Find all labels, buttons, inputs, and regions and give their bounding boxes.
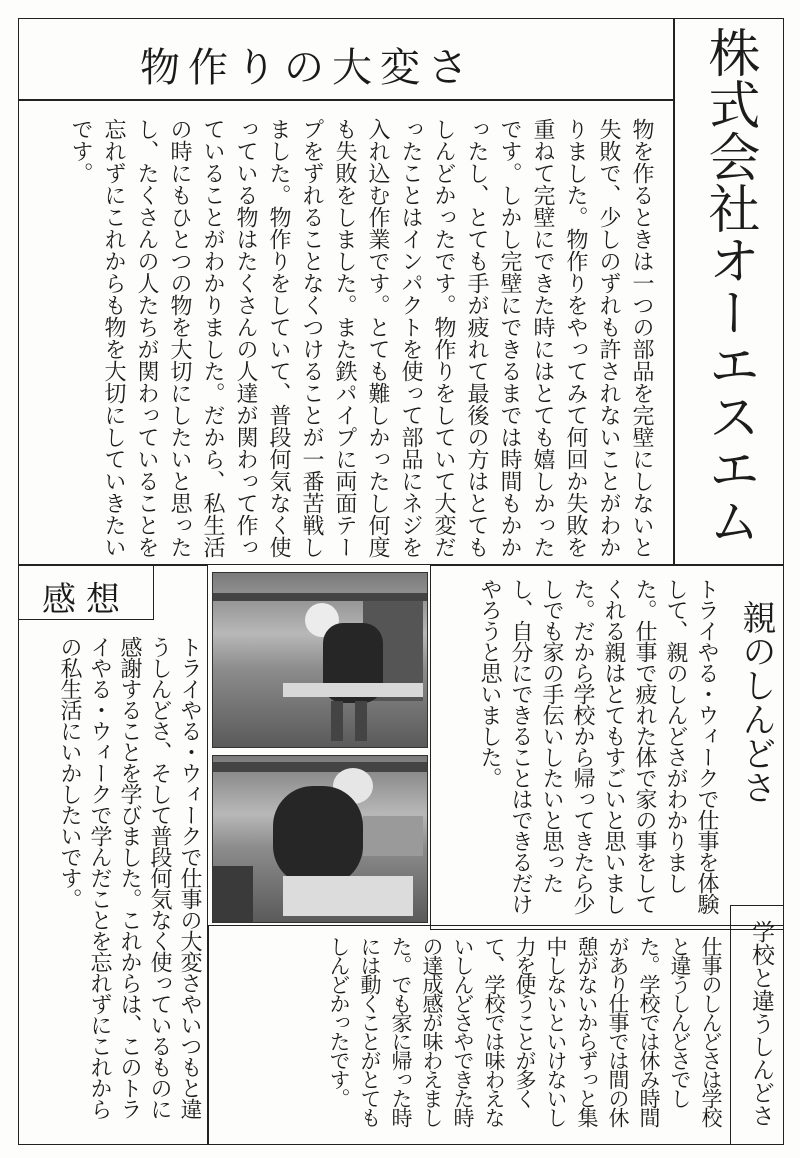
school-title: 学校と違うしんどさ	[748, 920, 774, 1127]
parents-body: トライやる・ウィークで仕事を体験して、親のしんどさがわかりました。仕事で疲れた体で家の事をしてくれる親はとてもすごいと思いました。だから学校から帰ってきたら少しでも家の手伝いしたいと思ったし、自分にできることはできるだけやろうと思いました。	[477, 578, 719, 914]
article-body: 物を作るときは一つの部品を完壁にしないと失敗で、少しのずれも許されないことがわかりました。物作りをやってみて何回か失敗を重ねて完壁にできた時にはとても嬉しかったです。しかし完壁にできるまでは時間もかかったし、とても手が疲れて最後の方はとてもしんどかったです。物作りをしていて大変だったことはインパクトを使って部品にネジを入れ込む作業です。とても難しかったし何度も失敗をしました。また鉄パイプに両面テープをずれることなくつけることが一番苦戦しました。物作りをしていて、普段何気なく使っている物はたくさんの人達が関わって作っていることがわかりました。だから、私生活の時にもひとつの物を大切にしたいと思ったし、たくさんの人たちが関わっていることを忘れずにこれからも物を大切にしていきたいです。	[68, 118, 654, 558]
school-body: 仕事のしんどさは学校と違うしんどさでした。学校では休み時間があり仕事では間の休憩がないからずっと集中しないといけないし力を使うことが多くて、学校では味わえないしんどさやできた時の達成感が味わえました。でも家に帰った時には動くことがとてもしんどかったです。	[327, 936, 723, 1126]
article-title: 物作りの大変さ	[140, 45, 476, 91]
company-name: 株式会社オーエスエム	[699, 26, 759, 546]
parents-title: 親のしんどさ	[736, 600, 776, 804]
impressions-body: トライやる・ウィークで仕事の大変さやいつもと違うしんどさ、そして普段何気なく使っているものに感謝することを学びました。これからは、このトライやる・ウィークで学んだことを忘れずにこれからの私生活にいかしたいです。	[57, 636, 202, 1119]
impressions-title: 感想	[42, 580, 130, 620]
workshop-photo-standing	[212, 572, 428, 748]
workshop-photo-seated	[212, 755, 428, 923]
